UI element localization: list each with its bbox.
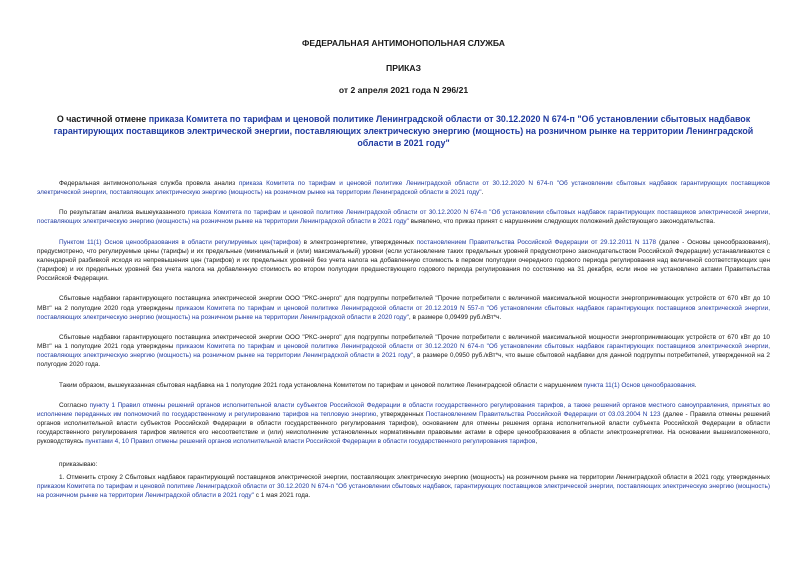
paragraph-legal-grounds (37, 401, 770, 447)
paragraph-markup-2021 (37, 333, 770, 370)
rules-link[interactable]: пункту 1 Правил отмены решений органов исполнительной власти субъектов Российской Федерации в области государственного регулирования тарифов, а также решений органов местного самоуправления, принятых во исполнение переданных им полномочий по государственному и регулированию тарифов на тепловую энергию (37, 401, 770, 418)
paragraph-analysis (37, 179, 770, 197)
paragraph-text: . (694, 381, 697, 389)
paragraph-text: , в размере 0,09499 руб./кВт*ч. (408, 313, 502, 321)
act-link[interactable]: приказом Комитета по тарифам и ценовой политике Ленинградской области от 20.12.2019 N 557-п "Об установлении сбытовых надбавок гарантирующих поставщиков электрической энергии, поставляющих электрическую энергию (мощность) на розничном рынке на территории Ленинградской области в 2020 году" (37, 304, 770, 321)
document-title (47, 113, 760, 149)
document-type: ПРИКАЗ (386, 63, 421, 73)
paragraph-text: , (535, 438, 538, 446)
issuing-authority: ФЕДЕРАЛЬНАЯ АНТИМОНОПОЛЬНАЯ СЛУЖБА (302, 38, 505, 48)
paragraph-violation (37, 381, 770, 390)
paragraph-text: По результатам анализа вышеуказанного (59, 209, 188, 217)
paragraph-text: 1. Отменить строку 2 Сбытовых надбавок гарантирующий поставщиков электрической энергии, поставляющих электрическую энергию (мощность) на розничном рынке на территории Ленинградской области в 2021 году, утвержденных (59, 473, 770, 481)
order-label: приказываю: (59, 461, 98, 469)
government-decree-link[interactable]: постановлением Правительства Российской Федерации от 29.12.2011 N 1178 (416, 238, 657, 246)
paragraph-text: в электроэнергетике, утвержденных (300, 238, 417, 246)
act-link[interactable]: приказа Комитета по тарифам и ценовой политике Ленинградской области от 30.12.2020 N 674-п "Об установлении сбытовых надбавок гарантирующих поставщиков электрической энергии, поставляющих электрическую энергию (мощность) на розничном рынке на территории Ленинградской области в 2021 году" (37, 209, 771, 226)
paragraph-text: (далее - Правила отмены решений органов исполнительной власти субъектов Российской Федерации в области государственного регулирования тарифов), основанием для отмены решения органа исполнительной власти субъекта Российской Федерации в области государственного регулирования тарифов является его несоответствие и (или) неисполнение установленных нормативными правовыми актами в сфере ценообразования в области электроэнергетики. На основании вышеизложенного, руководствуясь (37, 410, 770, 446)
act-link[interactable]: приказом Комитета по тарифам и ценовой политике Ленинградской области от 30.12.2020 N 674-п "Об установлении сбытовых надбавок гарантирующих поставщиков электрической энергии, поставляющих электрическую энергию (мощность) на розничном рынке на территории Ленинградской области в 2021 году" (37, 343, 770, 360)
act-link[interactable]: приказом Комитета по тарифам и ценовой политике Ленинградской области от 30.12.2020 N 674-п "Об установлении сбытовых надбавок, гарантирующих поставщиков электрической энергии, поставляющих электрическую энергию (мощность) на розничном рынке на территории Ленинградской области в 2021 году" (37, 482, 770, 499)
paragraph-text: Таким образом, вышеуказанная сбытовая надбавка на 1 полугодие 2021 года установлена Комитетом по тарифам и ценовой политике Ленинградской области с нарушением (59, 381, 584, 389)
document-date-number: от 2 апреля 2021 года N 296/21 (338, 85, 469, 95)
paragraph-pricing-basis (37, 238, 770, 284)
rules-link[interactable]: 10 Правил отмены решений органов исполнительной власти Российской Федерации в области государственного регулирования тарифов (121, 438, 536, 446)
paragraph-text: (далее - Основы ценообразования), предусмотрено, что регулируемые цены (тарифы) и их предельные (минимальный и (или) максимальный) уровни (если установление таких предельных уровней предусмотрено законодательством Российской Федерации) устанавливаются с календарной разбивкой исходя из непревышения цен (тарифов) и их предельных уровней без учета налога на добавленную стоимость в первом полугодии очередного годового периода регулирования над величиной соответствующих цен (тарифов) и их предельных уровней без учета налога на добавленную стоимость во втором полугодии предшествующего годового периода регулирования по состоянию на 31 декабря, если иное не установлено актами Правительства Российской Федерации. (37, 238, 771, 283)
document-body (37, 179, 770, 500)
title-act-link[interactable]: приказа Комитета по тарифам и ценовой политике Ленинградской области от 30.12.2020 N 674-п "Об установлении сбытовых надбавок гарантирующих поставщиков электрической энергии, поставляющих электрическую энергию (мощность) на розничном рынке на территории Ленинградской области в 2021 году" (53, 114, 754, 148)
rules-points-link[interactable]: пунктами 4 (85, 438, 119, 446)
paragraph-text: Согласно (59, 401, 90, 409)
paragraph-text: , (118, 438, 122, 446)
order-item-1 (37, 473, 770, 500)
act-link[interactable]: приказа Комитета по тарифам и ценовой политике Ленинградской области от 30.12.2020 N 674-п "Об установлении сбытовых надбавок гарантирующих поставщиков электрической энергии, поставляющих электрическую энергию (мощность) на розничном рынке на территории Ленинградской области в 2021 году" (37, 180, 770, 197)
paragraph-text: , в размере 0,0950 руб./кВт*ч, что выше сбытовой надбавки для данной подгруппы потребителей, утвержденной на 2 полугодие 2020 года. (37, 352, 770, 369)
paragraph-text: Сбытовые надбавки гарантирующего поставщика электрической энергии ООО "РКС-энерго" для подгруппы потребителей "Прочие потребители с величиной максимальной мощности энергопринимающих устройств от 670 кВт до 10 МВт" на 2 полугодие 2020 года утверждены (37, 295, 770, 312)
title-prefix: О частичной отмене (56, 114, 149, 124)
pricing-basis-link[interactable]: пункта 11(1) Основ ценообразования (583, 381, 695, 389)
paragraph-findings (37, 208, 770, 226)
pricing-basis-link[interactable]: Пунктом 11(1) Основ ценообразования в области регулируемых цен(тарифов) (59, 238, 301, 246)
paragraph-text: с 1 мая 2021 года. (253, 491, 311, 499)
government-decree-link[interactable]: Постановлением Правительства Российской Федерации от 03.03.2004 N 123 (425, 410, 661, 418)
paragraph-text: Федеральная антимонопольная служба провела анализ (59, 180, 239, 187)
paragraph-text: Сбытовые надбавки гарантирующего поставщика электрической энергии ООО "РКС-энерго" для подгруппы потребителей "Прочие потребители с величиной максимальной мощности энергопринимающих устройств от 670 кВт до 10 МВт" на 1 полугодие 2021 года утверждены (37, 333, 770, 351)
paragraph-text: . (481, 189, 484, 197)
paragraph-markup-2020 (37, 294, 770, 321)
paragraph-text: , утвержденных (376, 410, 426, 418)
paragraph-text: выявлено, что приказ принят с нарушением следующих положений действующего законодательства. (408, 218, 716, 226)
